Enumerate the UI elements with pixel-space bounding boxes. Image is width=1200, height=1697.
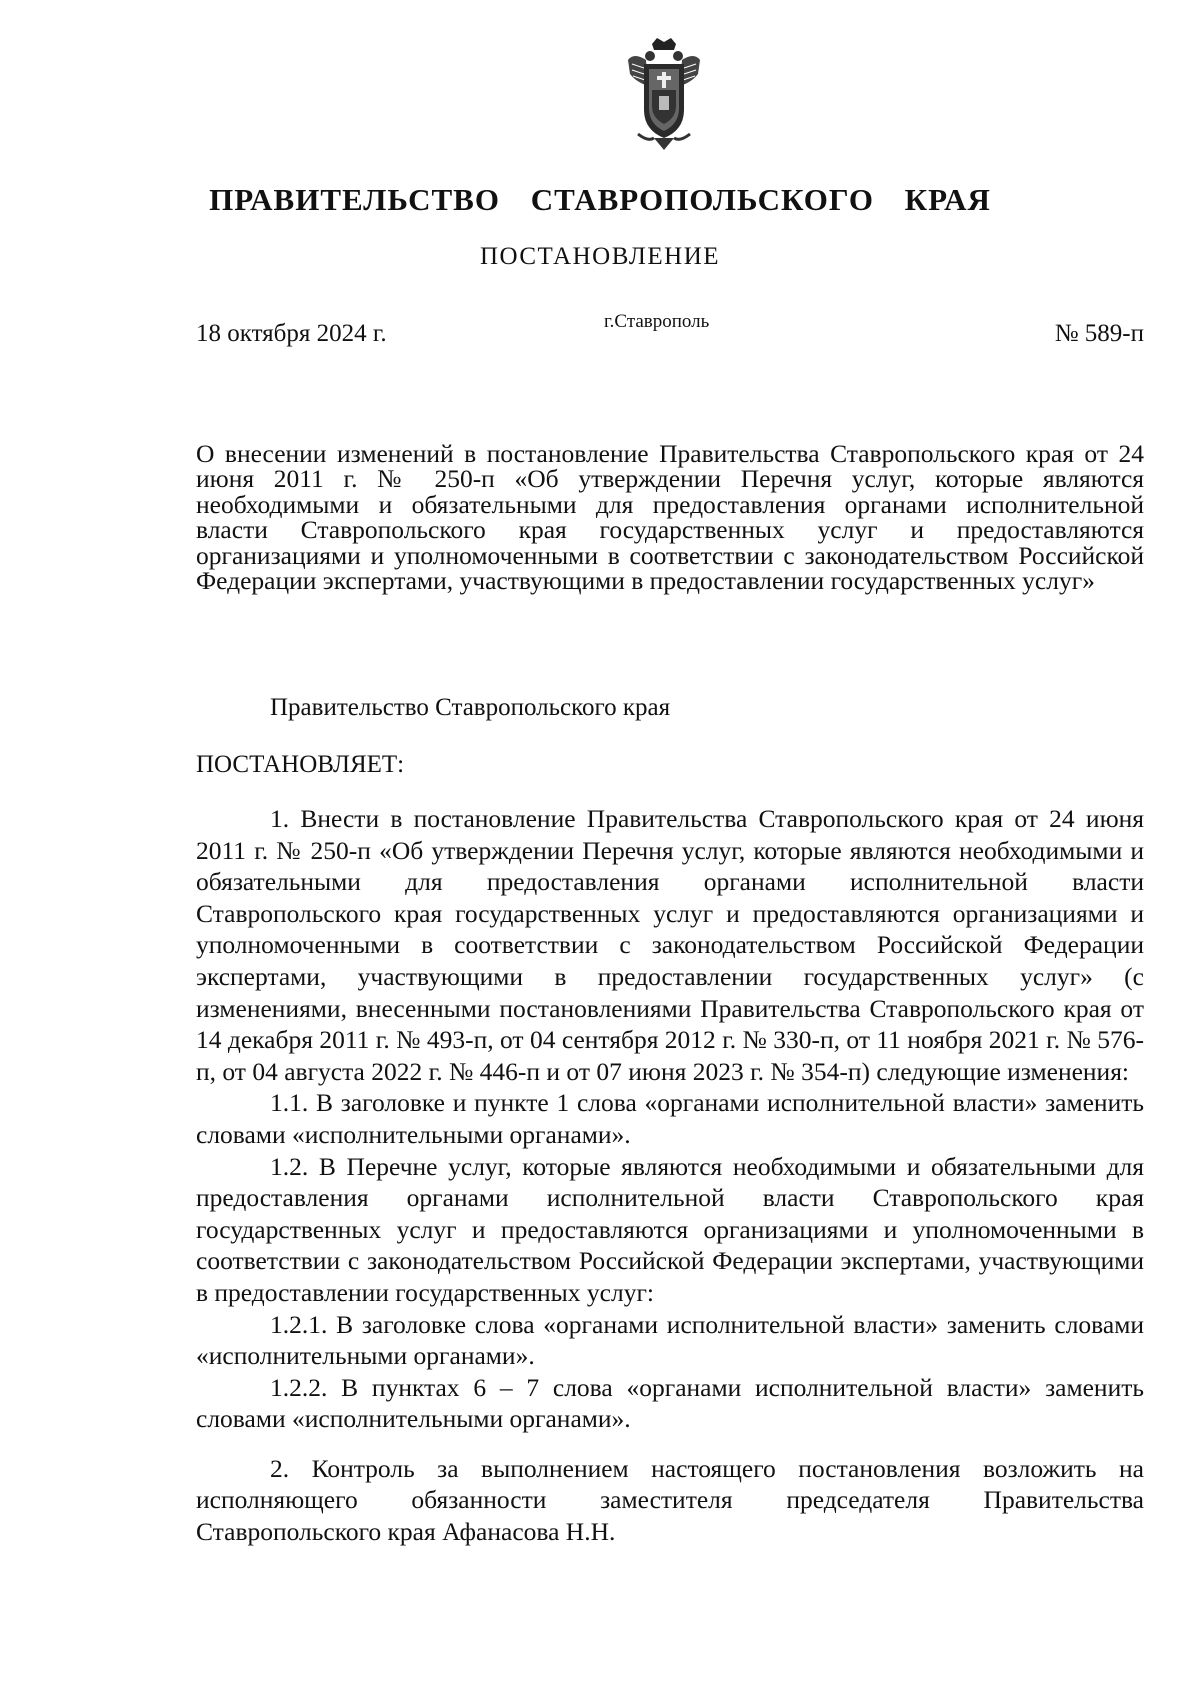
paragraph-1-2-2: 1.2.2. В пунктах 6 – 7 слова «органами исполнительной власти» заменить словами «исполнительными органами». <box>196 1372 1144 1434</box>
paragraph-1-2-1: 1.2.1. В заголовке слова «органами исполнительной власти» заменить словами «исполнительными органами». <box>196 1309 1144 1371</box>
preamble: Правительство Ставропольского края <box>270 694 671 721</box>
document-body <box>196 803 1144 1548</box>
coat-of-arms-icon <box>624 38 704 152</box>
paragraph-2: 2. Контроль за выполнением настоящего постановления возложить на исполняющего обязанности заместителя председателя Правительства Ставропольского края Афанасова Н.Н. <box>196 1453 1144 1547</box>
document-subject: О внесении изменений в постановление Правительства Ставропольского края от 24 июня 2011 г. № 250-п «Об утверждении Перечня услуг, которые являются необходимыми и обязательными для предоставления органами исполнительной власти Ставропольского края государственных услуг и предоставляются организациями и уполномоченными в соответствии с законодательством Российской Федерации экспертами, участвующими в предоставлении государственных услуг» <box>196 439 1144 596</box>
decrees-label: ПОСТАНОВЛЯЕТ: <box>196 751 405 778</box>
document-date: 18 октября 2024 г. <box>196 320 387 347</box>
paragraph-1-1: 1.1. В заголовке и пункте 1 слова «органами исполнительной власти» заменить словами «исполнительными органами». <box>196 1088 1144 1149</box>
document-city: г.Ставрополь <box>604 311 710 332</box>
document-number: № 589-п <box>1054 320 1144 347</box>
paragraph-1: 1. Внести в постановление Правительства Ставропольского края от 24 июня 2011 г. № 250-п «Об утверждении Перечня услуг, которые являются необходимыми и обязательными для предоставления органами исполнительной власти Ставропольского края государственных услуг и предоставляются организациями и уполномоченными в соответствии с законодательством Российской Федерации экспертами, участвующими в предоставлении государственных услуг» (с изменениями, внесенными постановлениями Правительства Ставропольского края от 14 декабря 2011 г. № 493-п, от 04 сентября 2012 г. № 330-п, от 11 ноября 2021 г. № 576-п, от 04 августа 2022 г. № 446-п и от 07 июня 2023 г. № 354-п) следующие изменения: <box>196 804 1144 1086</box>
government-title: ПРАВИТЕЛЬСТВО СТАВРОПОЛЬСКОГО КРАЯ <box>209 182 991 217</box>
paragraph-1-2: 1.2. В Перечне услуг, которые являются необходимыми и обязательными для предоставления органами исполнительной власти Ставропольского края государственных услуг и предоставляются организациями и уполномоченными в соответствии с законодательством Российской Федерации экспертами, участвующими в предоставлении государственных услуг: <box>196 1151 1144 1307</box>
document-type: ПОСТАНОВЛЕНИЕ <box>479 243 721 270</box>
